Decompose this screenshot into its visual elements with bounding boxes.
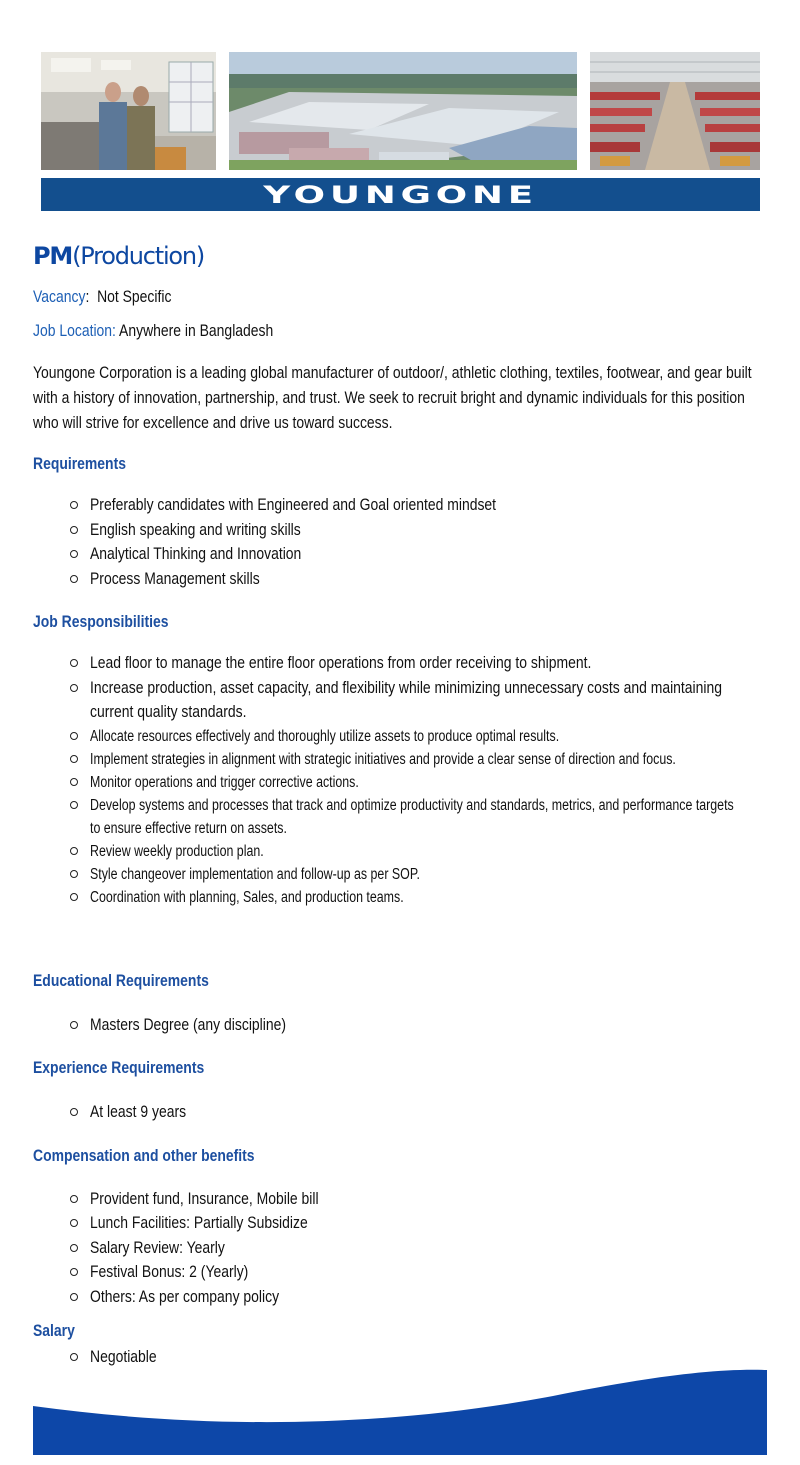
list-item: Increase production, asset capacity, and flexibility while minimizing unnecessary costs and maintaining current quality standards. [33,676,763,725]
intro-text: Youngone Corporation is a leading global manufacturer of outdoor/, athletic clothing, textiles, footwear, and gear built with a history of innovation, partnership, and trust. We seek to recruit bright and dynamic individuals for this position who will strive for excellence and drive us toward success. [33,363,752,432]
page-title [33,236,763,276]
location-label: Job Location: [33,321,116,340]
list-item: Analytical Thinking and Innovation [33,542,763,567]
list-item: Develop systems and processes that track and optimize productivity and standards, metrics, and performance targets to ensure effective return on assets. [33,794,763,840]
list-item: Preferably candidates with Engineered and Goal oriented mindset [33,493,763,518]
responsibilities-list-main [33,651,763,725]
list-item: Monitor operations and trigger corrective actions. [33,771,763,794]
list-item: Process Management skills [33,567,763,592]
title-main: PM [33,242,73,270]
factory-aerial-photo [229,52,577,170]
salary-list [33,1345,763,1370]
responsibilities-heading: Job Responsibilities [33,612,169,631]
list-item: Review weekly production plan. [33,840,763,863]
compensation-list [33,1187,763,1310]
requirements-list [33,493,763,591]
list-item: Lead floor to manage the entire floor operations from order receiving to shipment. [33,651,763,676]
vacancy-value: Not Specific [97,287,172,306]
list-item: Others: As per company policy [33,1285,763,1310]
list-item: Allocate resources effectively and thoroughly utilize assets to produce optimal results. [33,725,763,748]
vacancy-row: Vacancy: Not Specific [33,287,172,306]
list-item: Provident fund, Insurance, Mobile bill [33,1187,763,1212]
list-item: Style changeover implementation and follow-up as per SOP. [33,863,763,886]
footer-wave [33,1368,767,1455]
list-item: Festival Bonus: 2 (Yearly) [33,1260,763,1285]
experience-heading: Experience Requirements [33,1058,205,1077]
title-paren: (Production) [72,242,205,270]
education-heading: Educational Requirements [33,970,209,990]
compensation-heading: Compensation and other benefits [33,1145,255,1165]
list-item: Masters Degree (any discipline) [33,1013,763,1038]
factory-workers-photo [41,52,216,170]
education-list [33,1013,763,1038]
job-posting [33,236,763,1370]
brand-logo: YOUNGONE [263,180,538,209]
list-item: Negotiable [33,1345,763,1370]
vacancy-label: Vacancy [33,287,86,306]
list-item: Salary Review: Yearly [33,1236,763,1261]
list-item: Lunch Facilities: Partially Subsidize [33,1211,763,1236]
location-value: Anywhere in Bangladesh [119,321,274,340]
salary-heading: Salary [33,1321,75,1340]
list-item: Implement strategies in alignment with strategic initiatives and provide a clear sense of direction and focus. [33,748,763,771]
brand-banner [41,178,760,211]
responsibilities-list-detail [33,725,763,909]
list-item: At least 9 years [33,1100,763,1125]
factory-floor-photo [590,52,760,170]
intro-paragraph [33,360,763,435]
requirements-heading: Requirements [33,454,126,473]
experience-list [33,1100,763,1125]
list-item: Coordination with planning, Sales, and production teams. [33,886,763,909]
list-item: English speaking and writing skills [33,518,763,543]
location-row [33,320,763,342]
